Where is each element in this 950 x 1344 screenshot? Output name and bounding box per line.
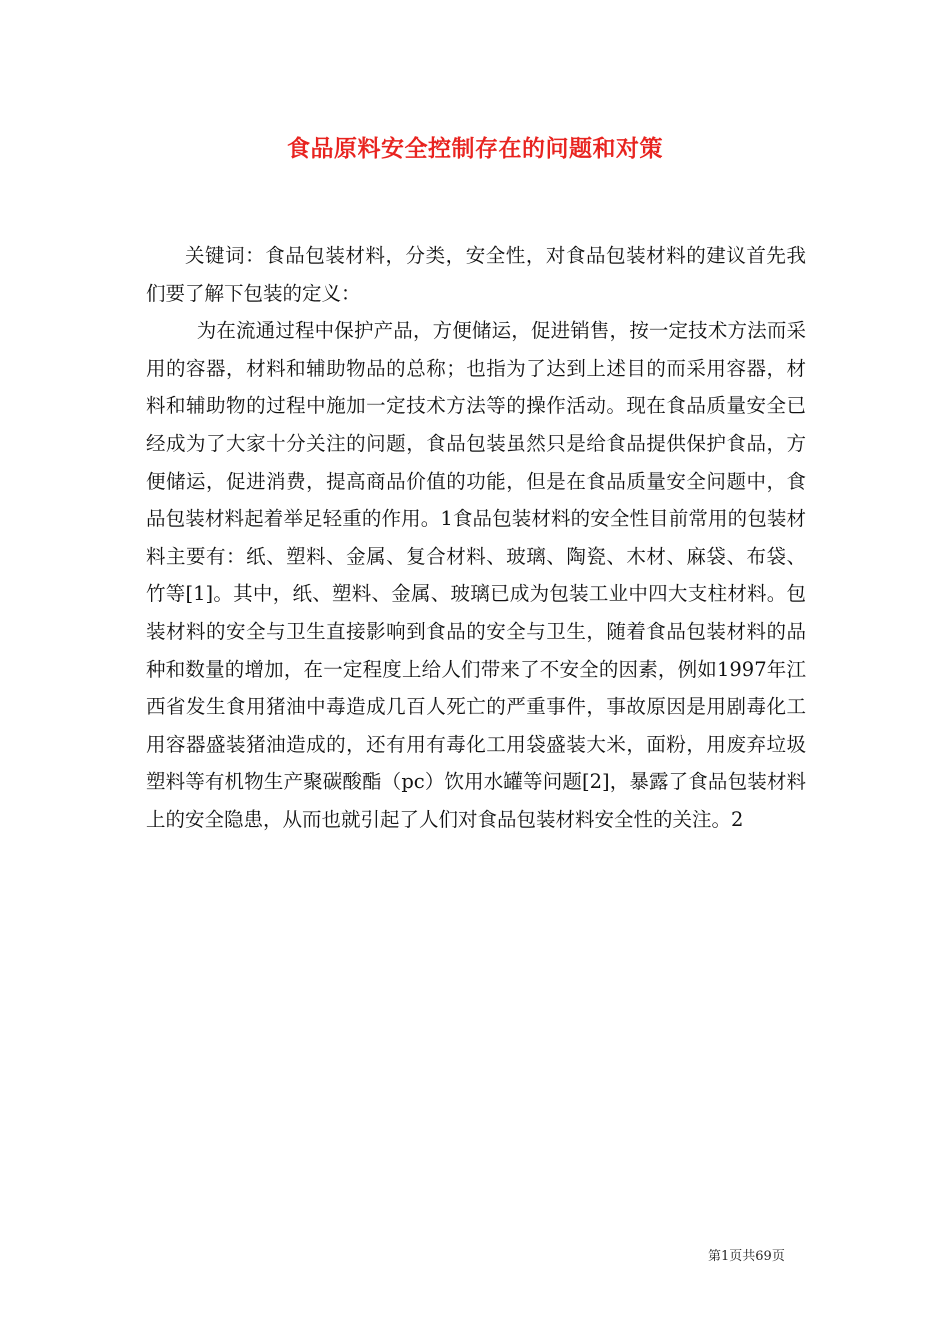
document-title: 食品原料安全控制存在的问题和对策 xyxy=(287,135,663,162)
paragraph-keywords: 关键词：食品包装材料，分类，安全性，对食品包装材料的建议首先我们要了解下包装的定义： xyxy=(146,244,806,305)
paragraph-main: 为在流通过程中保护产品，方便储运，促进销售，按一定技术方法而采用的容器，材料和辅助物品的总称；也指为了达到上述目的而采用容器，材料和辅助物的过程中施加一定技术方法等的操作活动。现在食品质量安全已经成为了大家十分关注的问题，食品包装虽然只是给食品提供保护食品，方便储运，促进消费，提高商品价值的功能，但是在食品质量安全问题中，食品包装材料起着举足轻重的作用。1食品包装材料的安全性目前常用的包装材料主要有：纸、塑料、金属、复合材料、玻璃、陶瓷、木材、麻袋、布袋、竹等[1]。其中，纸、塑料、金属、玻璃已成为包装工业中四大支柱材料。包装材料的安全与卫生直接影响到食品的安全与卫生，随着食品包装材料的品种和数量的增加，在一定程度上给人们带来了不安全的因素，例如1997年江西省发生食用猪油中毒造成几百人死亡的严重事件，事故原因是用剧毒化工用容器盛装猪油造成的，还有用有毒化工用袋盛装大米，面粉，用废弃垃圾塑料等有机物生产聚碳酸酯（pc）饮用水罐等问题[2]，暴露了食品包装材料上的安全隐患，从而也就引起了人们对食品包装材料安全性的关注。2 xyxy=(146,319,806,831)
page-number-footer: 第1页共69页 xyxy=(708,1249,785,1264)
document-body xyxy=(146,237,806,839)
